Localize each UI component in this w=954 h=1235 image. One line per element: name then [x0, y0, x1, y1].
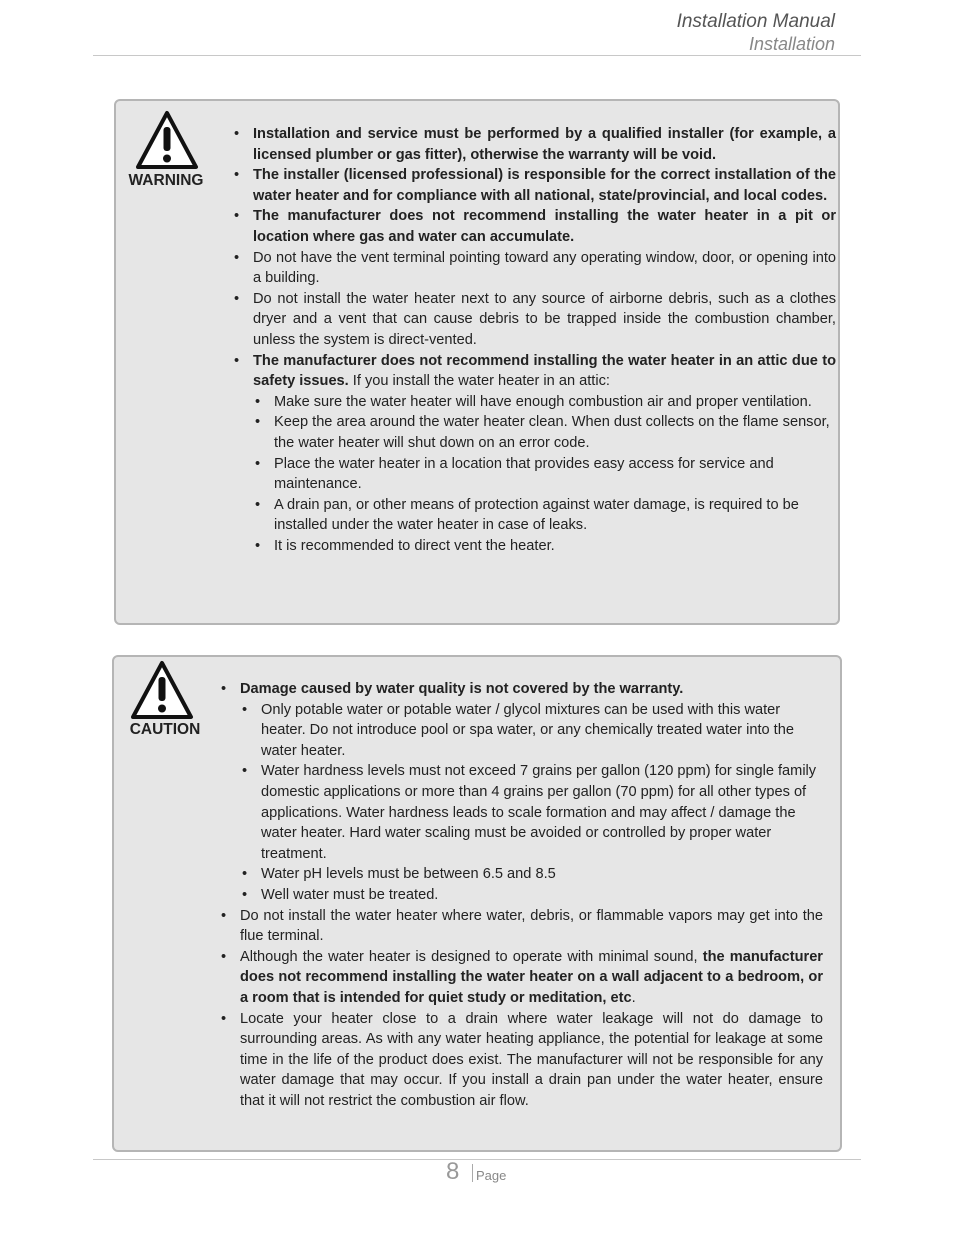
attic-subitem: • A drain pan, or other means of protection against water damage, is required to be installed under the water heater in case of leaks.	[253, 495, 836, 536]
warning-item: • Installation and service must be performed by a qualified installer (for example, a licensed plumber or gas fitter), otherwise the warranty will be void.	[232, 124, 836, 165]
caution-text	[219, 679, 823, 1111]
page-label: Page	[476, 1168, 507, 1183]
caution-triangle-icon	[129, 660, 195, 720]
water-quality-sublist	[240, 700, 823, 906]
warning-item-attic: • The manufacturer does not recommend installing the water heater in an attic due to safety issues. If you install the water heater in an attic: • Make sure the water heater will have enough combustion air and proper ventilation. • Keep the area around the water heater clean. When dust collects on the flame sensor, the water heater will shut down on an error code. • Place the water heater in a location that provides easy access for service and maintenance. • A drain pan, or other means of protection against water damage, is required to be installed under the water heater in case of leaks. • It is recommended to direct vent the heater.	[232, 351, 836, 557]
footer-rule	[93, 1159, 861, 1160]
page-divider	[472, 1164, 473, 1182]
warning-item: • The manufacturer does not recommend installing the water heater in a pit or location where gas and water can accumulate.	[232, 206, 836, 247]
attic-sublist	[253, 392, 836, 557]
caution-item: • Locate your heater close to a drain where water leakage will not do damage to surrounding areas. As with any water heating appliance, the potential for leakage at some time in the life of the product does exist. The manufacturer will not be responsible for any water damage that may occur. If you install a drain pan under the water heater, ensure that it will not restrict the combustion air flow.	[219, 1009, 823, 1112]
page-header	[677, 10, 835, 54]
water-quality-subitem: • Water pH levels must be between 6.5 and 8.5	[240, 864, 823, 885]
caution-item: • Do not install the water heater where water, debris, or flammable vapors may get into the flue terminal.	[219, 906, 823, 947]
attic-subitem: • Make sure the water heater will have enough combustion air and proper ventilation.	[253, 392, 836, 413]
warning-item: • The installer (licensed professional) is responsible for the correct installation of the water heater and for compliance with all national, state/provincial, and local codes.	[232, 165, 836, 206]
caution-item: • Damage caused by water quality is not covered by the warranty. • Only potable water or potable water / glycol mixtures can be used with this water heater. Do not introduce pool or spa water, or any chemically treated water into the water heater. • Water hardness levels must not exceed 7 grains per gallon (120 ppm) for single family domestic applications or more than 4 grains per gallon (70 ppm) for all other types of applications. Water hardness leads to scale formation and may affect / damage the water heater. Hard water scaling must be avoided or controlled by proper water treatment. • Water pH levels must be between 6.5 and 8.5 • Well water must be treated.	[219, 679, 823, 906]
warning-item: • Do not have the vent terminal pointing toward any operating window, door, or opening into a building.	[232, 248, 836, 289]
caution-label: CAUTION	[129, 721, 201, 738]
water-quality-subitem: • Only potable water or potable water / glycol mixtures can be used with this water heater. Do not introduce pool or spa water, or any chemically treated water into the water heater.	[240, 700, 823, 762]
attic-subitem: • Place the water heater in a location that provides easy access for service and maintenance.	[253, 454, 836, 495]
section-title: Installation	[748, 34, 835, 54]
page-number: 8	[446, 1158, 460, 1185]
caution-item: • Although the water heater is designed to operate with minimal sound, the manufacturer does not recommend installing the water heater on a wall adjacent to a bedroom, or a room that is intended for quiet study or meditation, etc.	[219, 947, 823, 1009]
warning-label: WARNING	[128, 172, 204, 189]
water-quality-subitem: • Water hardness levels must not exceed 7 grains per gallon (120 ppm) for single family domestic applications or more than 4 grains per gallon (70 ppm) for all other types of applications. Water hardness leads to scale formation and may affect / damage the water heater. Hard water scaling must be avoided or controlled by proper water treatment.	[240, 761, 823, 864]
warning-triangle-icon	[135, 110, 199, 170]
warning-text	[232, 124, 836, 556]
manual-title: Installation Manual	[676, 11, 835, 32]
attic-subitem: • Keep the area around the water heater clean. When dust collects on the flame sensor, the water heater will shut down on an error code.	[253, 412, 836, 453]
attic-subitem: • It is recommended to direct vent the heater.	[253, 536, 836, 557]
water-quality-subitem: • Well water must be treated.	[240, 885, 823, 906]
header-rule	[93, 55, 861, 56]
warning-item: • Do not install the water heater next to any source of airborne debris, such as a clothes dryer and a vent that can cause debris to be trapped inside the combustion chamber, unless the system is direct-vented.	[232, 289, 836, 351]
